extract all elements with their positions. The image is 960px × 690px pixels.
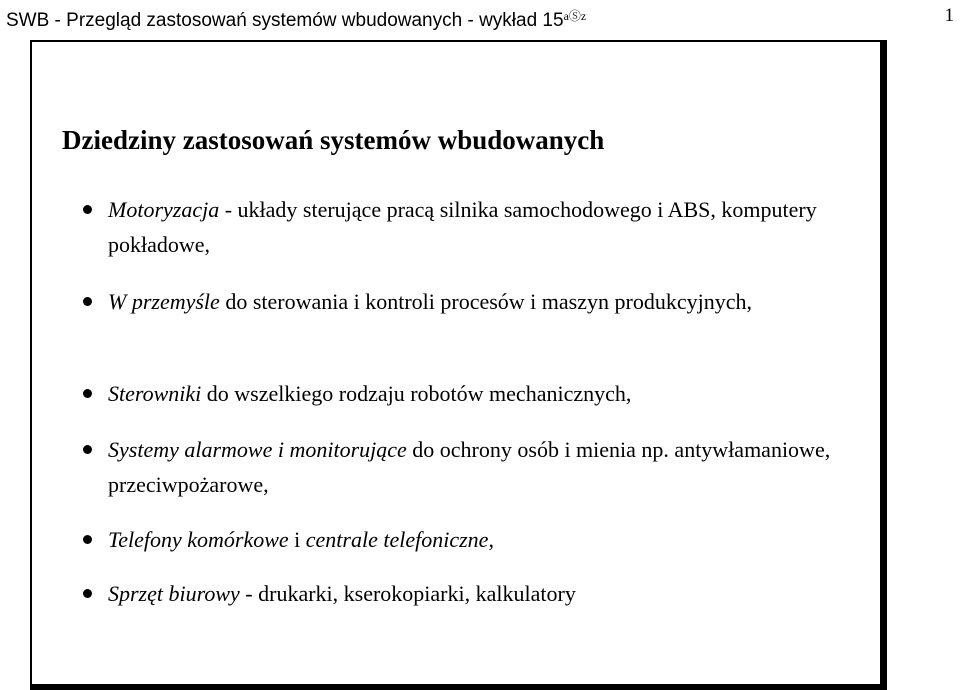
- bullet-dot-icon: [83, 589, 92, 598]
- bullet-body: - układy sterujące pracą silnika samochodowego i ABS, komputery pokładowe,: [108, 197, 817, 257]
- bullet-text: [108, 576, 840, 611]
- bullet-emphasis-2: centrale telefoniczne: [305, 527, 489, 552]
- list-item: [80, 376, 840, 411]
- bullet-body: do wszelkiego rodzaju robotów mechanicznych,: [201, 381, 632, 406]
- bullet-body: do sterowania i kontroli procesów i maszyn produkcyjnych,: [219, 289, 752, 314]
- bullet-dot-icon: [83, 205, 92, 214]
- page-header: [6, 2, 954, 30]
- bullet-body: - drukarki, kserokopiarki, kalkulatory: [239, 581, 576, 606]
- bullet-dot-icon: [83, 535, 92, 544]
- bullet-text: [108, 284, 840, 319]
- bullet-emphasis: Sterowniki: [108, 381, 202, 406]
- list-item: [80, 192, 840, 262]
- bullet-text: [108, 376, 840, 411]
- list-item: [80, 284, 840, 319]
- header-title: [6, 2, 586, 35]
- list-item: [80, 576, 840, 611]
- slide-frame: [30, 40, 887, 690]
- list-item: [80, 432, 840, 502]
- bullet-emphasis: Sprzęt biurowy: [108, 581, 240, 606]
- page-number: 1: [944, 5, 954, 26]
- bullet-emphasis: Systemy alarmowe i monitorujące: [108, 437, 407, 462]
- bullet-body: i: [288, 527, 306, 552]
- slide-title: Dziedziny zastosowań systemów wbudowanych: [62, 125, 605, 155]
- bullet-emphasis: Telefony komórkowe: [108, 527, 289, 552]
- bullet-text: [108, 522, 840, 557]
- bullet-dot-icon: [83, 389, 92, 398]
- bullet-dot-icon: [83, 297, 92, 306]
- bullet-text: [108, 432, 840, 502]
- header-superscript: aⓈz: [563, 9, 587, 23]
- bullet-emphasis: W przemyśle: [108, 289, 220, 314]
- bullet-body-2: ,: [488, 527, 494, 552]
- bullet-emphasis: Motoryzacja: [108, 197, 220, 222]
- bullet-body: do ochrony osób i mienia np. antywłamaniowe, przeciwpożarowe,: [108, 437, 831, 497]
- bullet-text: [108, 192, 840, 262]
- bullet-dot-icon: [83, 445, 92, 454]
- header-title-text: SWB - Przegląd zastosowań systemów wbudowanych - wykład 15: [6, 10, 564, 31]
- list-item: [80, 522, 840, 557]
